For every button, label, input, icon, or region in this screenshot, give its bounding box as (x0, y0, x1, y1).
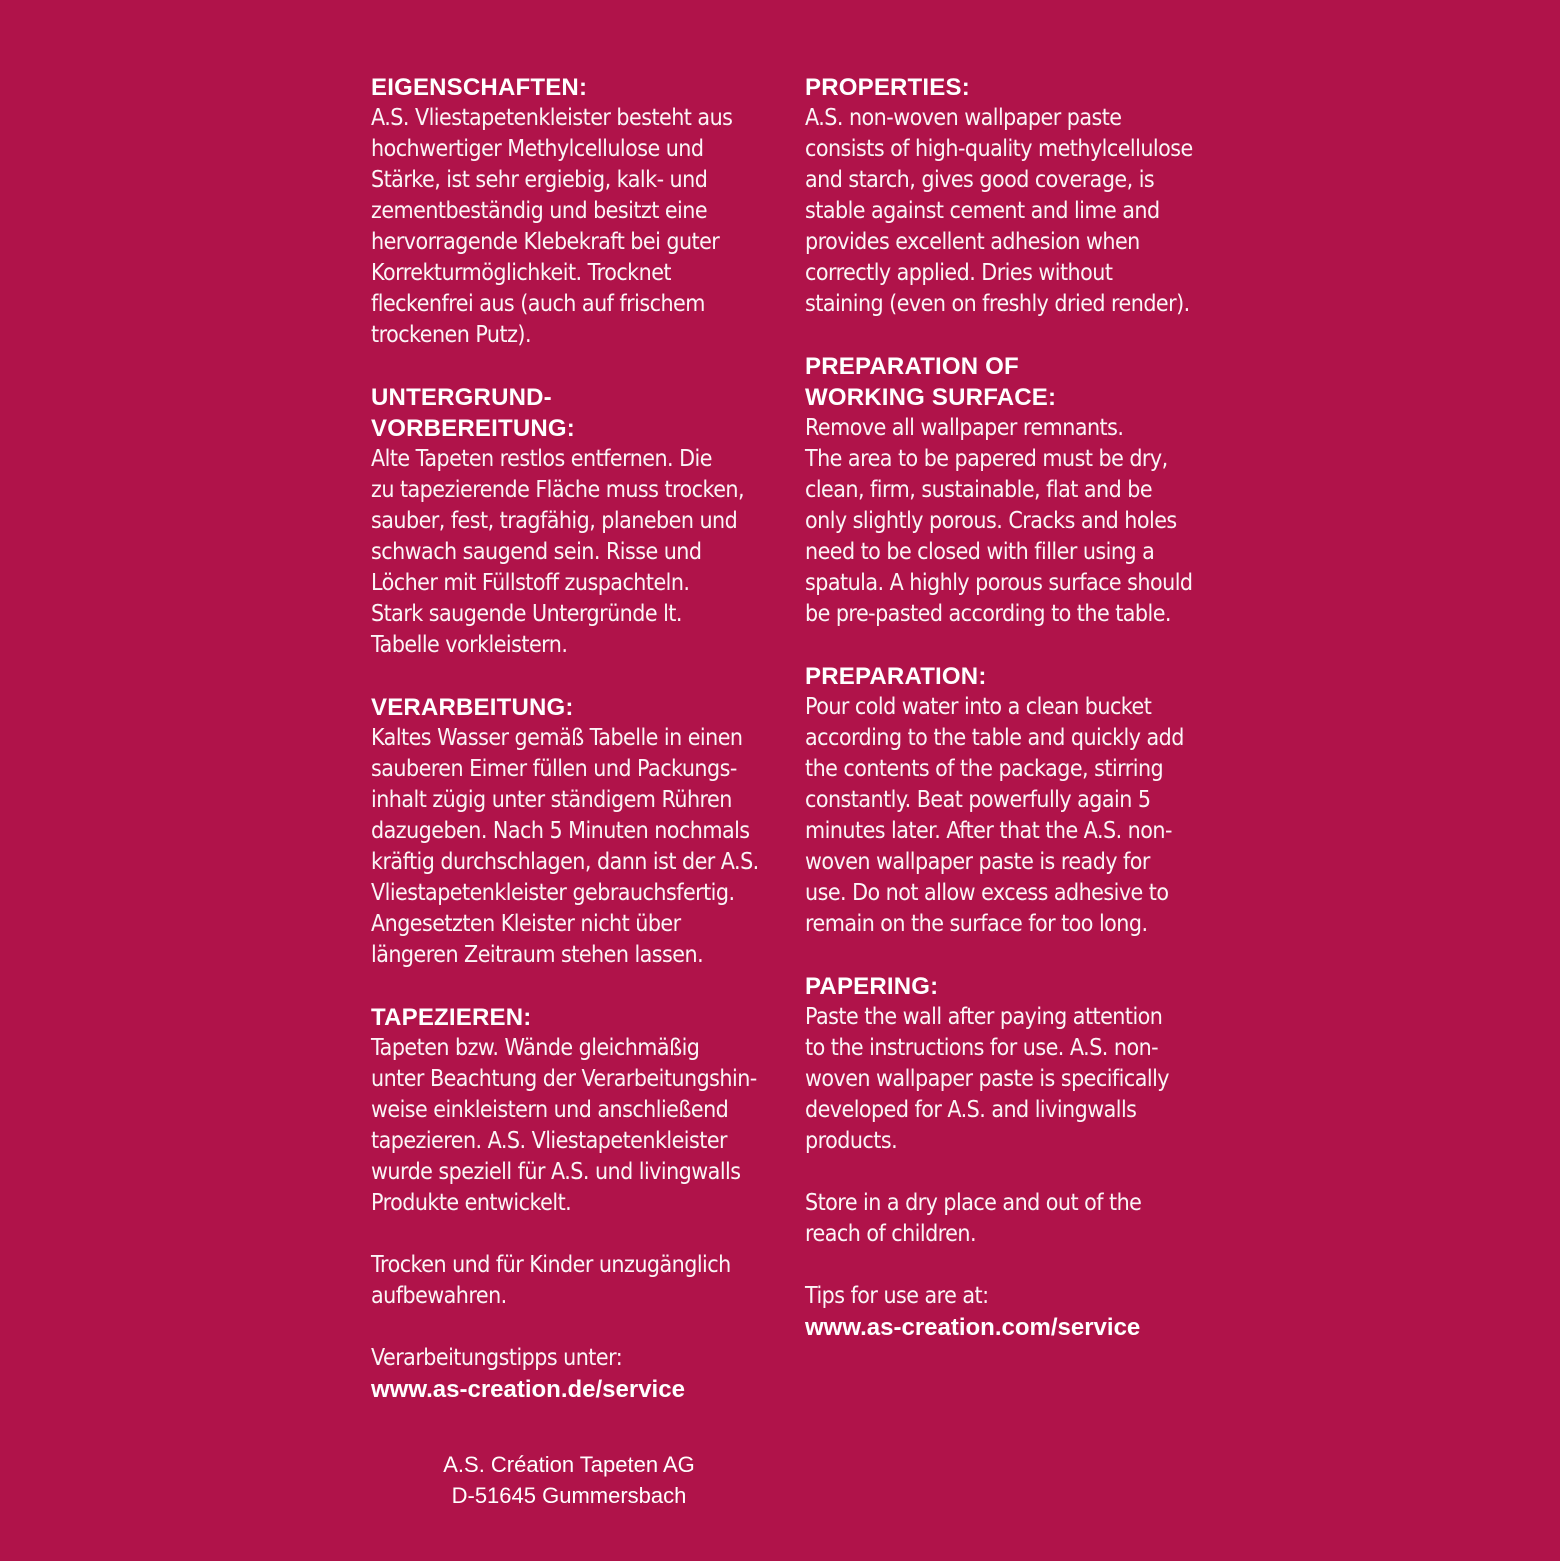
company-name: A.S. Création Tapeten AG (443, 1452, 695, 1477)
section-heading: PREPARATION OF WORKING SURFACE: (805, 353, 1057, 411)
section-text: A.S. Vliestapetenkleister besteht aus hochwertiger Methylcellulose und Stärke, ist sehr ergiebig, kalk- und zementbeständig und besitzt eine hervorragende Klebekraft bei guter Korrekturmöglichkeit. Trocknet fleckenfrei aus (auch auf frischem trockenen Putz). (371, 105, 733, 348)
section-text: Remove all wallpaper remnants. The area to be papered must be dry, clean, firm, sustainable, flat and be only slightly porous. Cracks and holes need to be closed with filler using a spatula. A highly porous surface should be pre-pasted according to the table. (805, 415, 1193, 627)
section-verarbeitung (371, 692, 801, 971)
section-text: Alte Tapeten restlos entfernen. Die zu tapezierende Fläche muss trocken, sauber, fest, tragfähig, planeben und schwach saugend sein. Risse und Löcher mit Füllstoff zuspachteln. Stark saugende Untergründe lt. Tabelle vorkleistern. (371, 446, 745, 658)
section-text: Tapeten bzw. Wände gleichmäßig unter Beachtung der Verarbeitungshin- weise einkleistern und anschließend tapezieren. A.S. Vliestapetenkleister wurde speziell für A.S. und livingwalls Produkte entwickelt. (371, 1035, 757, 1216)
section-untergrund-vorbereitung (371, 382, 801, 661)
section-text: Pour cold water into a clean bucket according to the table and quickly add the contents of the package, stirring constantly. Beat powerfully again 5 minutes later. After that the A.S. non- woven wallpaper paste is ready for use. Do not allow excess adhesive to remain on the surface for too long. (805, 694, 1184, 937)
company-footer (371, 1449, 767, 1511)
storage-text: Trocken und für Kinder unzugänglich aufbewahren. (371, 1252, 731, 1309)
section-eigenschaften (371, 72, 801, 351)
section-text: Paste the wall after paying attention to the instructions for use. A.S. non- woven wallpaper paste is specifically developed for A.S. and livingwalls products. (805, 1004, 1170, 1154)
storage-text: Store in a dry place and out of the reach of children. (805, 1190, 1142, 1247)
section-heading: EIGENSCHAFTEN: (371, 74, 588, 101)
section-preparation (805, 661, 1225, 940)
section-heading: PAPERING: (805, 973, 939, 1000)
company-address: D-51645 Gummersbach (451, 1483, 687, 1508)
section-papering (805, 971, 1225, 1157)
section-heading: UNTERGRUND- VORBEREITUNG: (371, 384, 575, 442)
german-column (371, 72, 801, 1436)
section-storage (371, 1250, 801, 1312)
tips-url-link[interactable]: www.as-creation.de/service (371, 1376, 685, 1403)
section-heading: PROPERTIES: (805, 74, 970, 101)
tips-url-link[interactable]: www.as-creation.com/service (805, 1314, 1141, 1341)
english-column (805, 72, 1225, 1374)
section-tapezieren (371, 1002, 801, 1219)
section-properties (805, 72, 1225, 320)
section-preparation-of-working-surface (805, 351, 1225, 630)
section-storage (805, 1188, 1225, 1250)
section-text: A.S. non-woven wallpaper paste consists of high-quality methylcellulose and starch, gives good coverage, is stable against cement and lime and provides excellent adhesion when correctly applied. Dries without staining (even on freshly dried render). (805, 105, 1193, 317)
section-heading: VERARBEITUNG: (371, 694, 574, 721)
section-heading: PREPARATION: (805, 663, 987, 690)
section-tips (371, 1343, 801, 1405)
section-tips (805, 1281, 1225, 1343)
section-text: Kaltes Wasser gemäß Tabelle in einen sauberen Eimer füllen und Packungs- inhalt zügig unter ständigem Rühren dazugeben. Nach 5 Minuten nochmals kräftig durchschlagen, dann ist der A.S. Vliestapetenkleister gebrauchsfertig. Angesetzten Kleister nicht über längeren Zeitraum stehen lassen. (371, 725, 759, 968)
tips-label: Tips for use are at: (805, 1283, 989, 1309)
tips-label: Verarbeitungstipps unter: (371, 1345, 623, 1371)
section-heading: TAPEZIEREN: (371, 1004, 532, 1031)
